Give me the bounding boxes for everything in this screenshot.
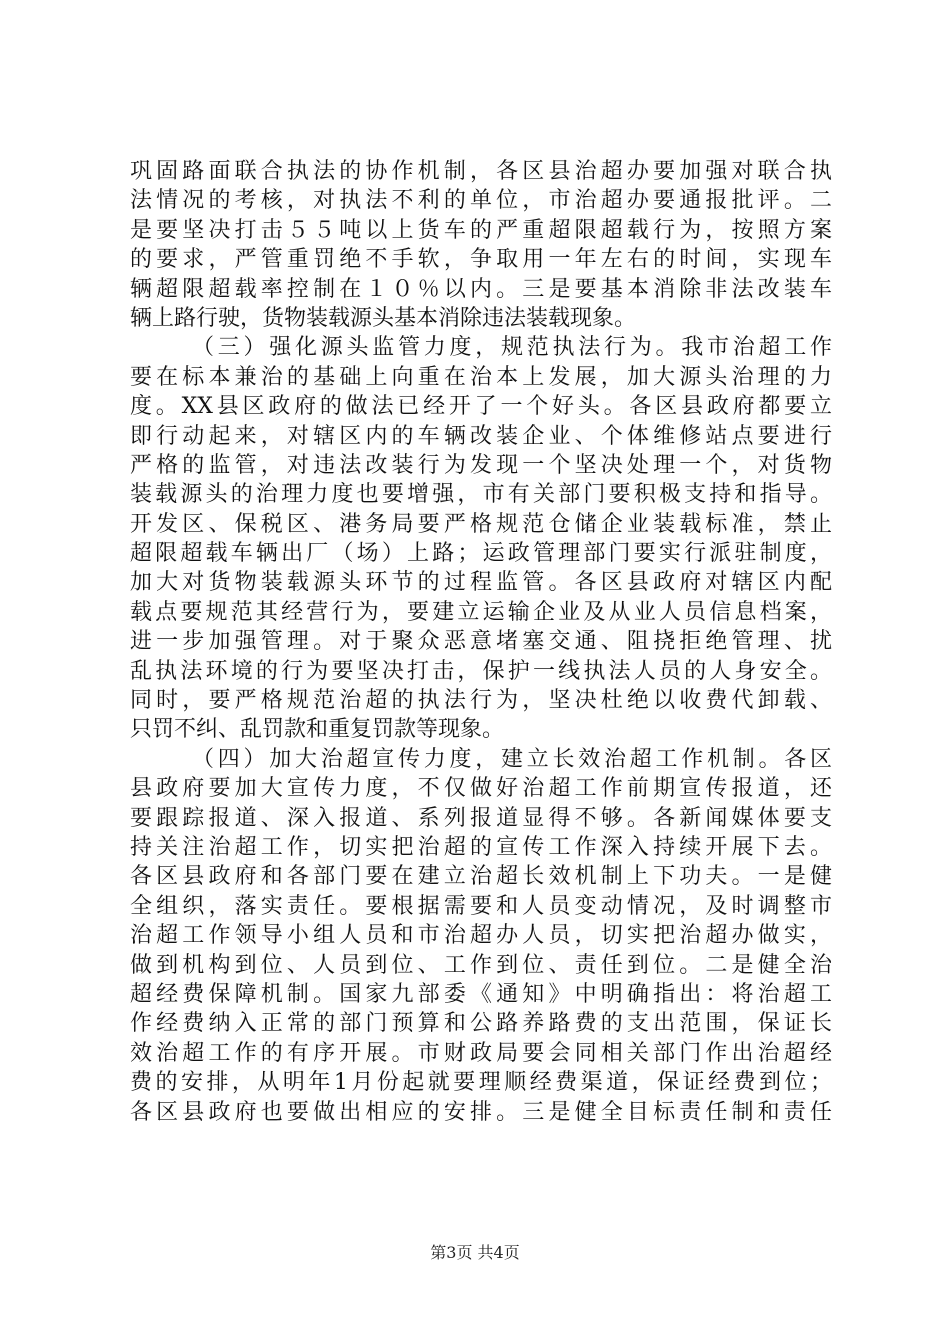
text-line: 费的安排，从明年1月份起就要理顺经费渠道，保证经费到位； bbox=[130, 1070, 832, 1096]
page-footer bbox=[0, 1243, 950, 1263]
section-heading-line: （四）加大治超宣传力度，建立长效治超工作机制。各区 bbox=[192, 746, 832, 772]
text-line: 超限超载车辆出厂（场）上路；运政管理部门要实行派驻制度， bbox=[130, 541, 832, 567]
text-line: 法情况的考核，对执法不利的单位，市治超办要通报批评。二 bbox=[130, 188, 832, 214]
text-line: 只罚不纠、乱罚款和重复罚款等现象。 bbox=[130, 717, 505, 743]
text-line: 县政府要加大宣传力度，不仅做好治超工作前期宣传报道，还 bbox=[130, 776, 832, 802]
text-line: 超经费保障机制。国家九部委《通知》中明确指出：将治超工 bbox=[130, 981, 832, 1007]
text-line: 治超工作领导小组人员和市治超办人员，切实把治超办做实， bbox=[130, 923, 832, 949]
text-line: 要在标本兼治的基础上向重在治本上发展，加大源头治理的力 bbox=[130, 364, 832, 390]
text-line: 载点要规范其经营行为，要建立运输企业及从业人员信息档案， bbox=[130, 599, 832, 625]
text-line: 进一步加强管理。对于聚众恶意堵塞交通、阻挠拒绝管理、扰 bbox=[130, 629, 832, 655]
text-line: 持关注治超工作，切实把治超的宣传工作深入持续开展下去。 bbox=[130, 834, 832, 860]
text-line: 即行动起来，对辖区内的车辆改装企业、个体维修站点要进行 bbox=[130, 423, 832, 449]
text-line: 巩固路面联合执法的协作机制，各区县治超办要加强对联合执 bbox=[130, 159, 832, 184]
text-line: 度。XX县区政府的做法已经开了一个好头。各区县政府都要立 bbox=[130, 394, 832, 420]
text-line: 装载源头的治理力度也要增强，市有关部门要积极支持和指导。 bbox=[130, 482, 832, 508]
text-line: 同时，要严格规范治超的执法行为，坚决杜绝以收费代卸载、 bbox=[130, 688, 832, 714]
text-line: 的要求，严管重罚绝不手软，争取用一年左右的时间，实现车 bbox=[130, 247, 832, 273]
text-line: 乱执法环境的行为要坚决打击，保护一线执法人员的人身安全。 bbox=[130, 658, 832, 684]
text-line: 是要坚决打击５５吨以上货车的严重超限超载行为，按照方案 bbox=[130, 217, 832, 243]
text-line: 各区县政府也要做出相应的安排。三是健全目标责任制和责任 bbox=[130, 1099, 832, 1125]
text-line: 加大对货物装载源头环节的过程监管。各区县政府对辖区内配 bbox=[130, 570, 832, 596]
text-line: 开发区、保税区、港务局要严格规范仓储企业装载标准，禁止 bbox=[130, 511, 832, 537]
page-number: 第3页 共4页 bbox=[430, 1243, 520, 1262]
text-line: 全组织，落实责任。要根据需要和人员变动情况，及时调整市 bbox=[130, 893, 832, 919]
text-line: 各区县政府和各部门要在建立治超长效机制上下功夫。一是健 bbox=[130, 864, 832, 890]
text-line: 辆上路行驶，货物装载源头基本消除违法装载现象。 bbox=[130, 305, 637, 331]
text-line: 严格的监管，对违法改装行为发现一个坚决处理一个，对货物 bbox=[130, 452, 832, 478]
text-line: 作经费纳入正常的部门预算和公路养路费的支出范围，保证长 bbox=[130, 1011, 832, 1037]
body-text bbox=[130, 157, 832, 1127]
text-line: 辆超限超载率控制在１０％以内。三是要基本消除非法改装车 bbox=[130, 276, 832, 302]
text-line: 要跟踪报道、深入报道、系列报道显得不够。各新闻媒体要支 bbox=[130, 805, 832, 831]
text-line: 效治超工作的有序开展。市财政局要会同相关部门作出治超经 bbox=[130, 1040, 832, 1066]
text-line: 做到机构到位、人员到位、工作到位、责任到位。二是健全治 bbox=[130, 952, 832, 978]
section-heading-line: （三）强化源头监管力度，规范执法行为。我市治超工作 bbox=[192, 335, 832, 361]
